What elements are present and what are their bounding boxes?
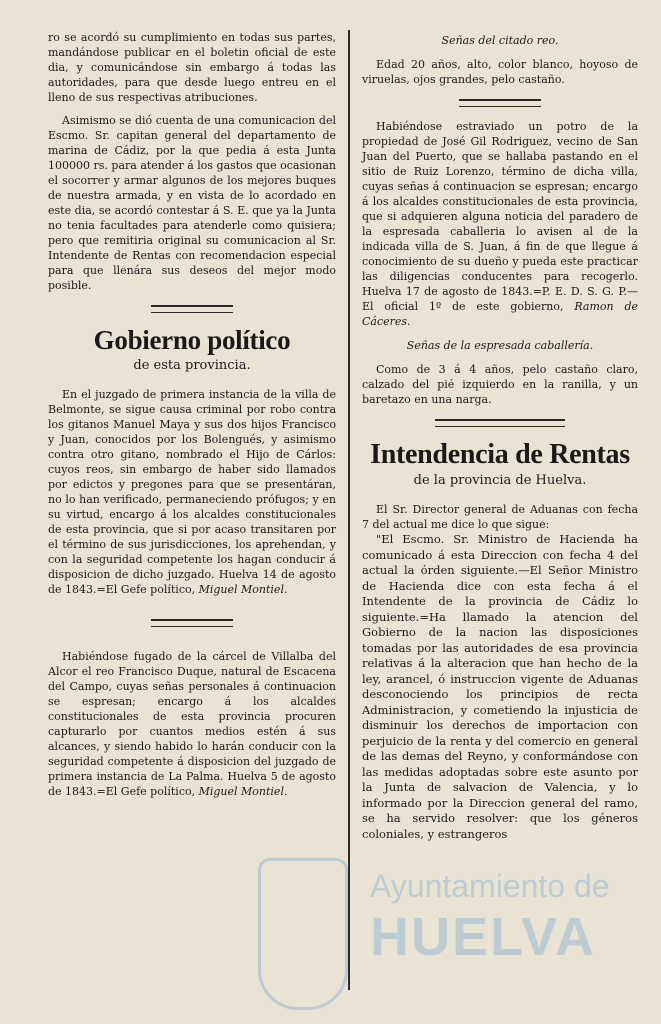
right-column [362,30,638,1004]
notice-villalba: Habiéndose fugado de la cárcel de Villalba del Alcor el reo Francisco Duque, natural de Escacena del Campo, cuyas señas personales á continuacion se espresan; encargo á los alcaldes constitucionales de esta provincia procuren capturarlo por cuantos medios estén á sus alcances, y siendo habido lo harán conducir con la seguridad competente á disposicion del juzgado de primera instancia de La Palma. Huelva 5 de agosto de 1843.=El Gefe político, Miguel Montiel. [48,650,336,798]
watermark-line2: HUELVA [370,907,596,967]
section-title-intendencia: Intendencia de Rentas [370,439,630,470]
paragraph-junta: Asimismo se dió cuenta de una comunicacion del Escmo. Sr. capitan general del departamento de marina de Cádiz, por la que pedia á esta Junta 100000 rs. para atender á los gastos que ocasionan el socorrer y armar algunos de los mejores buques de nuestra armada, y en vista de lo acordado en este dia, se acordó contestar á S. E. que ya la Junta no tenia facultades para atenderle como quisiera; pero que remitiria original su comunicacion al Sr. Intendente de Rentas con recomendacion especial para que llenára sus deseos del mejor modo posible. [48,114,336,292]
notice-potro: Habiéndose estraviado un potro de la propiedad de José Gil Rodriguez, vecino de San Juan del Puerto, que se hallaba pastando en el sitio de Ruiz Lorenzo, término de dicha villa, cuyas señas á continuacion se espresan; encargo á los alcaldes constitucionales de esta provincia, que si adquieren alguna noticia del paradero de la espresada caballeria lo avisen al de la indicada villa de S. Juan, á fin de que llegue á conocimiento de su dueño y pueda este practicar las diligencias conducentes para recogerlo. Huelva 17 de agosto de 1843.=P. E. D. S. G. P.—El oficial 1º de este gobierno, Ramon de Cáceres. [362,120,639,328]
senas-caballeria-heading: Señas de la espresada caballería. [406,339,594,352]
section-subtitle-intendencia: de la provincia de Huelva. [413,473,587,488]
section-separator [151,305,233,313]
section-title-gobierno: Gobierno político [93,325,291,355]
notice-belmonte: En el juzgado de primera instancia de la villa de Belmonte, se sigue causa criminal por robo contra los gitanos Manuel Maya y sus dos hijos Francisco y Juan, conocidos por los Bolengués, y asimismo contra otro gitano, nombrado el Hijo de Cárlos: cuyos reos, sin embargo de haber sido llamados por edictos y pregones para que se presentáran, no lo han verificado, permaneciendo prófugos; y en su virtud, encargo á los alcaldes constitucionales de esta provincia, que si por acaso transitaren por el término de sus jurisdicciones, los aprehendan, y con la seguridad competente los hagan conducir á disposicion de dicho juzgado. Huelva 14 de agosto de 1843.=El Gefe político, Miguel Montiel. [48,388,336,596]
senas-caballeria-text: Como de 3 á 4 años, pelo castaño claro, calzado del pié izquierdo en la ranilla, y un baretazo en una narga. [362,363,638,406]
left-column [48,30,336,1004]
senas-reo-heading: Señas del citado reo. [441,34,559,47]
signature: Miguel Montiel. [198,785,288,798]
column-divider [348,30,350,990]
intendencia-intro: El Sr. Director general de Aduanas con fecha 7 del actual me dice lo que sigue: [362,503,638,531]
section-subtitle-gobierno: de esta provincia. [133,358,251,373]
signature: Ramon de Cáceres. [362,300,639,328]
signature: Miguel Montiel. [198,583,288,596]
senas-reo-text: Edad 20 años, alto, color blanco, hoyoso de viruelas, ojos grandes, pelo castaño. [362,58,638,86]
notice-separator [459,99,541,107]
notice-separator [151,619,233,627]
watermark-line1: Ayuntamiento de [370,868,610,904]
section-separator [435,419,565,427]
intendencia-body: "El Escmo. Sr. Ministro de Hacienda ha comunicado á esta Direccion con fecha 4 del actual la órden siguiente.—El Señor Ministro de Hacienda dice con esta fecha á el Intendente de la provincia de Cádiz lo siguiente.=Ha llamado la atencion del Gobierno de la nacion las disposiciones tomadas por las autoridades de esa provincia relativas á la alteracion que han hecho de la ley, arancel, ó instruccion vigente de Aduanas desconociendo los principios de recta Administracion, y cometiendo la injusticia de disminuir los derechos de importacion con perjuicio de la renta y del comercio en general de las demas del Reyno, y conformándose con las medidas adoptadas sobre este asunto por la Junta de salvacion de Valencia, y lo informado por la Direccion general del ramo, se ha servido resolver: que los géneros coloniales, y estrangeros [362,532,638,841]
paragraph-top: ro se acordó su cumplimiento en todas sus partes, mandándose publicar en el boletin oficial de este dia, y comunicándose sin embargo á todas las autoridades, para que desde luego entreu en el lleno de sus respectivas atribuciones. [48,31,336,104]
